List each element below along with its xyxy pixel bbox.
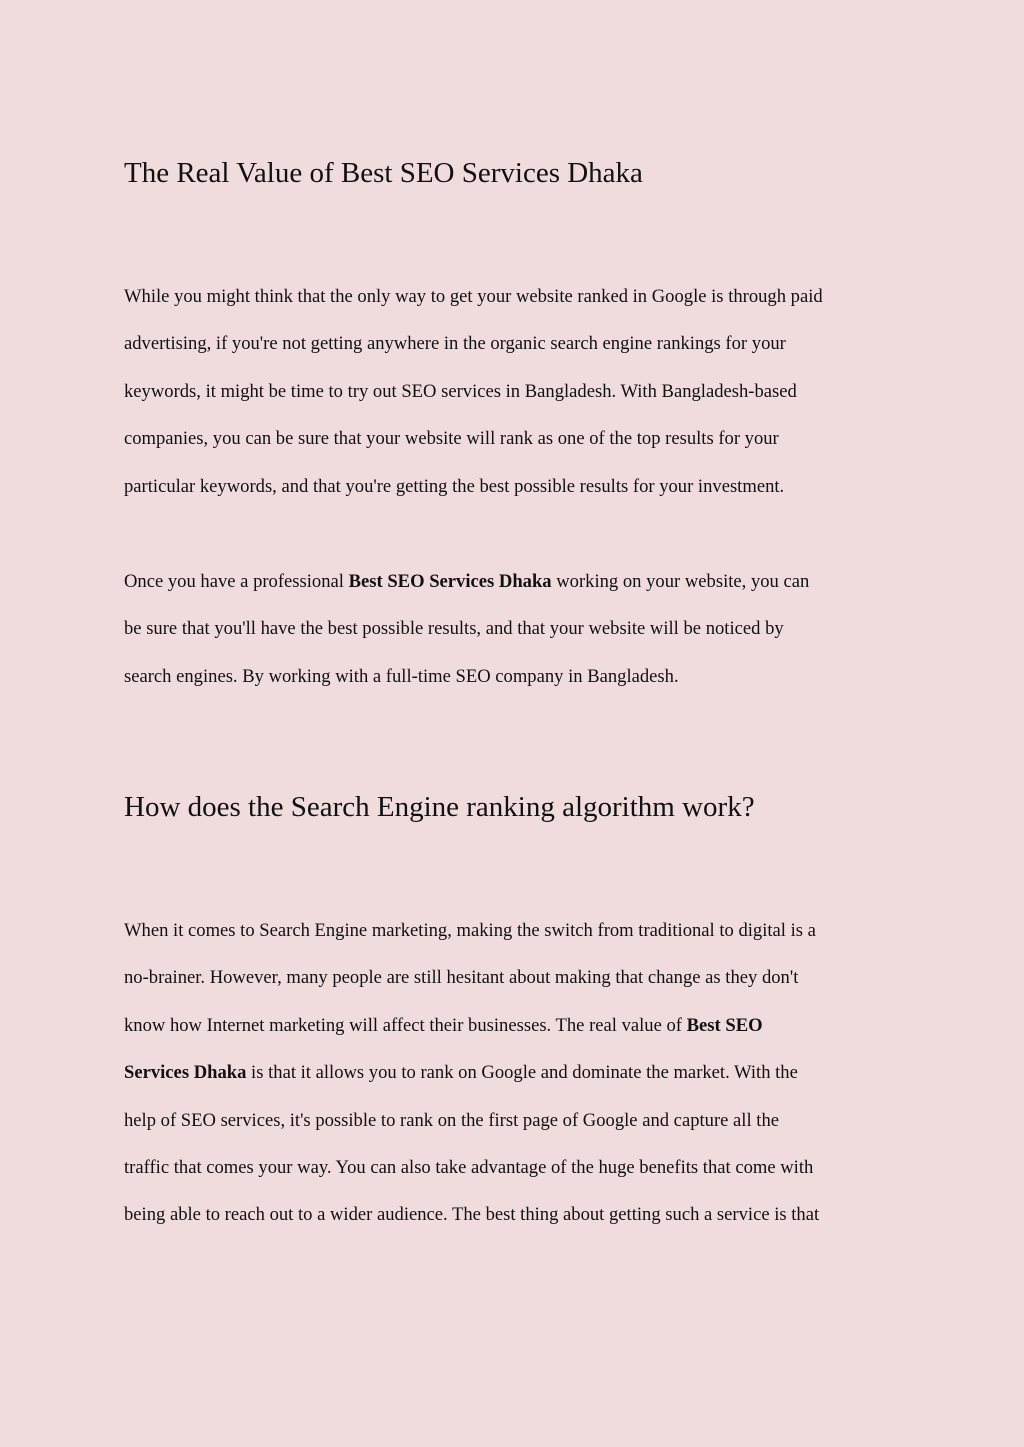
paragraph-line: traffic that comes your way. You can also take advantage of the huge benefits that come with (124, 1157, 814, 1179)
bold-keyword: Best SEO (686, 1014, 763, 1036)
professional-seo-paragraph (124, 558, 914, 700)
paragraph-line: While you might think that the only way to get your website ranked in Google is through paid (124, 286, 823, 307)
paragraph-line (124, 558, 914, 605)
paragraph-line (124, 1049, 914, 1096)
text-segment: know how Internet marketing will affect their businesses. The real value of (124, 1014, 687, 1036)
paragraph-line: advertising, if you're not getting anywhere in the organic search engine rankings for your (124, 333, 786, 355)
intro-paragraph (124, 273, 914, 510)
text-segment: working on your website, you can (551, 571, 810, 592)
section-heading: How does the Search Engine ranking algorithm work? (124, 791, 755, 823)
paragraph-line: companies, you can be sure that your website will rank as one of the top results for your (124, 428, 779, 450)
page-title: The Real Value of Best SEO Services Dhaka (124, 157, 643, 189)
algorithm-paragraph (124, 907, 914, 1239)
paragraph-line: When it comes to Search Engine marketing, making the switch from traditional to digital is a (124, 920, 816, 941)
paragraph-line: being able to reach out to a wider audience. The best thing about getting such a service is that (124, 1204, 820, 1226)
text-segment: Once you have a professional (124, 571, 349, 592)
paragraph-line: particular keywords, and that you're getting the best possible results for your investment. (124, 475, 785, 497)
paragraph-line (124, 1002, 914, 1049)
bold-keyword: Services Dhaka (124, 1062, 247, 1084)
paragraph-line: be sure that you'll have the best possible results, and that your website will be noticed by (124, 618, 784, 640)
text-segment: is that it allows you to rank on Google and dominate the market. With the (246, 1062, 798, 1084)
bold-keyword: Best SEO Services Dhaka (348, 571, 552, 592)
paragraph-line: keywords, it might be time to try out SEO services in Bangladesh. With Bangladesh-based (124, 380, 797, 402)
paragraph-line: no-brainer. However, many people are still hesitant about making that change as they don't (124, 967, 799, 989)
paragraph-line: help of SEO services, it's possible to rank on the first page of Google and capture all the (124, 1109, 779, 1131)
paragraph-line: search engines. By working with a full-time SEO company in Bangladesh. (124, 665, 679, 687)
